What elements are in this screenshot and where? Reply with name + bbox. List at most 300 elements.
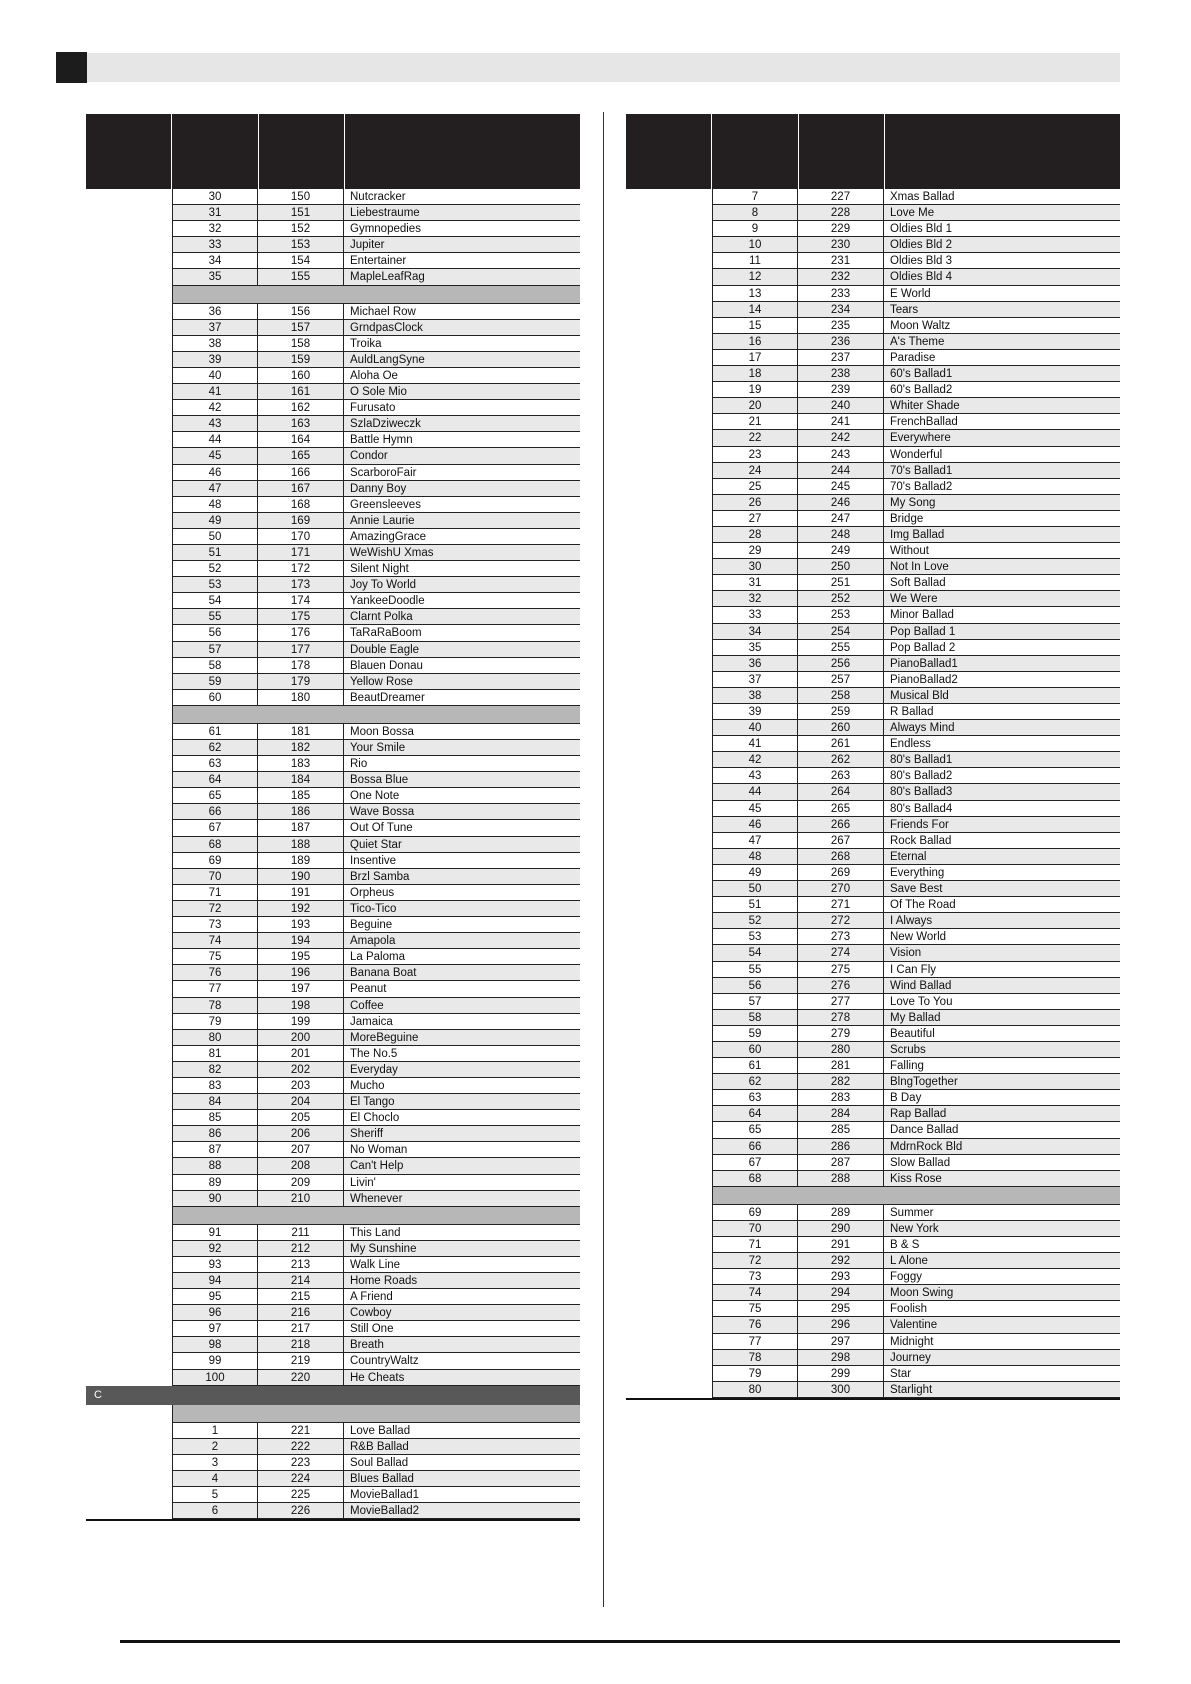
overall-number: 225 [258, 1487, 344, 1502]
tone-number: 56 [172, 625, 258, 640]
rhythm-name: GrndpasClock [350, 321, 423, 334]
table-row [172, 756, 580, 772]
table-row [172, 642, 580, 658]
table-row [172, 1439, 580, 1455]
tone-number: 11 [712, 253, 798, 268]
rhythm-name: Jupiter [350, 239, 385, 252]
tone-number: 39 [712, 704, 798, 719]
table-row [712, 1269, 1120, 1285]
overall-number: 191 [258, 885, 344, 900]
rhythm-table-right [626, 114, 1120, 1400]
rhythm-name: E World [890, 287, 931, 300]
rhythm-name: Save Best [890, 883, 943, 896]
tone-number: 34 [712, 624, 798, 639]
tone-number: 12 [712, 269, 798, 284]
overall-number: 250 [798, 559, 884, 574]
table-row [712, 269, 1120, 285]
rhythm-name: Aloha Oe [350, 369, 398, 382]
tone-number: 61 [712, 1058, 798, 1073]
overall-number: 174 [258, 593, 344, 608]
tone-number: 72 [712, 1253, 798, 1268]
tone-number: 91 [172, 1225, 258, 1240]
overall-number: 152 [258, 221, 344, 236]
table-row [712, 1237, 1120, 1253]
table-row [712, 559, 1120, 575]
header-cell-overall-number [798, 114, 884, 189]
rhythm-name: MapleLeafRag [350, 271, 425, 284]
rhythm-name: 80's Ballad4 [890, 802, 953, 815]
tone-number: 59 [172, 674, 258, 689]
rhythm-name: Img Ballad [890, 528, 945, 541]
rhythm-name: Home Roads [350, 1275, 418, 1287]
tone-number: 57 [172, 642, 258, 657]
rhythm-name: Bossa Blue [350, 774, 409, 787]
table-row [172, 1321, 580, 1337]
tone-number: 44 [712, 784, 798, 799]
overall-number: 230 [798, 237, 884, 252]
table-row [712, 1058, 1120, 1074]
table-row [172, 561, 580, 577]
tone-number: 71 [712, 1237, 798, 1252]
table-row [712, 656, 1120, 672]
rhythm-name: Starlight [890, 1383, 933, 1396]
table-row [712, 994, 1120, 1010]
tone-number: 57 [712, 994, 798, 1009]
overall-number: 197 [258, 981, 344, 996]
overall-number: 279 [798, 1026, 884, 1041]
tone-number: 72 [172, 901, 258, 916]
tone-number: 90 [172, 1191, 258, 1206]
rhythm-name: My Ballad [890, 1011, 941, 1024]
rhythm-name: Of The Road [890, 899, 956, 912]
rhythm-name: Annie Laurie [350, 514, 415, 527]
rhythm-name: Tears [890, 303, 919, 316]
rhythm-name: Soul Ballad [350, 1456, 409, 1469]
tone-number: 21 [712, 414, 798, 429]
table-row [172, 465, 580, 481]
overall-number: 233 [798, 286, 884, 301]
table-row [712, 929, 1120, 945]
rhythm-name: Oldies Bld 1 [890, 223, 953, 236]
tone-number: 30 [172, 189, 258, 204]
rhythm-name: Double Eagle [350, 643, 420, 656]
rhythm-name: Troika [350, 337, 382, 350]
table-row [712, 881, 1120, 897]
table-row [712, 463, 1120, 479]
table-row [172, 1353, 580, 1369]
table-row [172, 820, 580, 836]
tone-number: 97 [172, 1321, 258, 1336]
tone-number: 41 [712, 736, 798, 751]
overall-number: 285 [798, 1122, 884, 1137]
table-row [172, 1110, 580, 1126]
tone-number: 89 [172, 1175, 258, 1190]
tone-number: 22 [712, 430, 798, 445]
rhythm-name: Love Me [890, 207, 935, 220]
tone-number: 52 [172, 561, 258, 576]
overall-number: 286 [798, 1139, 884, 1154]
page-header-bar [87, 53, 1120, 82]
rhythm-name: Friends For [890, 818, 949, 831]
overall-number: 273 [798, 929, 884, 944]
table-row [172, 1014, 580, 1030]
tone-number: 78 [172, 998, 258, 1013]
table-row [172, 1273, 580, 1289]
tone-number: 50 [712, 881, 798, 896]
table-row [712, 1106, 1120, 1122]
overall-number: 294 [798, 1285, 884, 1300]
overall-number: 299 [798, 1366, 884, 1381]
overall-number: 256 [798, 656, 884, 671]
overall-number: 265 [798, 801, 884, 816]
section-marker [56, 52, 87, 83]
overall-number: 238 [798, 366, 884, 381]
overall-number: 176 [258, 625, 344, 640]
rhythm-name: Musical Bld [890, 689, 949, 702]
tone-number: 98 [172, 1337, 258, 1352]
table-row [172, 1471, 580, 1487]
tone-number: 100 [172, 1370, 258, 1385]
rhythm-name: Foggy [890, 1271, 922, 1284]
table-row [172, 869, 580, 885]
table-row [712, 527, 1120, 543]
rhythm-name: SzlaDziweczk [350, 418, 421, 431]
rhythm-name: Beautiful [890, 1027, 935, 1040]
rhythm-name: Condor [350, 450, 388, 463]
rhythm-name: PianoBallad1 [890, 657, 958, 670]
tone-number: 95 [172, 1289, 258, 1304]
tone-number: 84 [172, 1094, 258, 1109]
overall-number: 297 [798, 1334, 884, 1349]
overall-number: 237 [798, 350, 884, 365]
table-row [712, 1221, 1120, 1237]
table-row [712, 430, 1120, 446]
overall-number: 298 [798, 1350, 884, 1365]
overall-number: 217 [258, 1321, 344, 1336]
table-row [712, 350, 1120, 366]
table-row [172, 1094, 580, 1110]
overall-number: 213 [258, 1257, 344, 1272]
table-row [712, 205, 1120, 221]
overall-number: 274 [798, 945, 884, 960]
tone-number: 60 [712, 1042, 798, 1057]
tone-number: 44 [172, 432, 258, 447]
overall-number: 300 [798, 1382, 884, 1397]
tone-number: 33 [172, 237, 258, 252]
overall-number: 254 [798, 624, 884, 639]
table-row [172, 545, 580, 561]
overall-number: 223 [258, 1455, 344, 1470]
table-row [172, 416, 580, 432]
header-cell-category [626, 114, 711, 189]
overall-number: 200 [258, 1030, 344, 1045]
tone-number: 6 [172, 1503, 258, 1518]
tone-number: 66 [712, 1139, 798, 1154]
overall-number: 163 [258, 416, 344, 431]
tone-number: 3 [172, 1455, 258, 1470]
table-row [712, 1350, 1120, 1366]
rhythm-name: Clarnt Polka [350, 611, 413, 624]
table-row [172, 1030, 580, 1046]
overall-number: 160 [258, 368, 344, 383]
rhythm-name: Gymnopedies [350, 223, 421, 236]
table-row [172, 1305, 580, 1321]
overall-number: 218 [258, 1337, 344, 1352]
tone-number: 58 [172, 658, 258, 673]
table-row [172, 1487, 580, 1503]
table-row [712, 318, 1120, 334]
overall-number: 235 [798, 318, 884, 333]
table-header [86, 114, 580, 189]
tone-number: 62 [712, 1074, 798, 1089]
rhythm-name: 60's Ballad1 [890, 368, 953, 381]
overall-number: 193 [258, 917, 344, 932]
overall-number: 159 [258, 352, 344, 367]
tone-number: 77 [172, 981, 258, 996]
rhythm-name: Minor Ballad [890, 609, 954, 622]
overall-number: 161 [258, 384, 344, 399]
rhythm-name: El Tango [350, 1096, 395, 1109]
table-row [172, 269, 580, 285]
tone-number: 32 [712, 591, 798, 606]
overall-number: 203 [258, 1078, 344, 1093]
table-row [172, 577, 580, 593]
overall-number: 214 [258, 1273, 344, 1288]
rhythm-name: New York [890, 1222, 939, 1235]
tone-number: 27 [712, 511, 798, 526]
tone-number: 13 [712, 286, 798, 301]
overall-number: 296 [798, 1317, 884, 1332]
table-row [712, 334, 1120, 350]
tone-number: 32 [172, 221, 258, 236]
tone-number: 73 [172, 917, 258, 932]
table-row [172, 432, 580, 448]
tone-number: 4 [172, 1471, 258, 1486]
overall-number: 276 [798, 978, 884, 993]
tone-number: 28 [712, 527, 798, 542]
overall-number: 188 [258, 837, 344, 852]
group-divider [172, 1405, 580, 1423]
table-row [172, 497, 580, 513]
rhythm-name: The No.5 [350, 1047, 398, 1060]
table-row [712, 495, 1120, 511]
overall-number: 243 [798, 447, 884, 462]
overall-number: 282 [798, 1074, 884, 1089]
tone-number: 34 [172, 253, 258, 268]
rhythm-name: Falling [890, 1060, 924, 1073]
rhythm-name: FrenchBallad [890, 416, 958, 429]
rhythm-name: My Sunshine [350, 1242, 417, 1255]
overall-number: 184 [258, 772, 344, 787]
rhythm-name: Oldies Bld 2 [890, 239, 953, 252]
rhythm-name: MovieBallad2 [350, 1505, 420, 1518]
overall-number: 248 [798, 527, 884, 542]
table-row [712, 945, 1120, 961]
rhythm-name: MoreBeguine [350, 1031, 419, 1044]
table-row [172, 1191, 580, 1207]
tone-number: 25 [712, 479, 798, 494]
tone-number: 53 [172, 577, 258, 592]
rhythm-name: Without [890, 545, 929, 558]
tone-number: 38 [712, 688, 798, 703]
rhythm-name: R Ballad [890, 706, 934, 718]
overall-number: 175 [258, 609, 344, 624]
tone-number: 60 [172, 690, 258, 705]
table-row [172, 917, 580, 933]
tone-number: 47 [712, 833, 798, 848]
tone-number: 61 [172, 724, 258, 739]
overall-number: 226 [258, 1503, 344, 1518]
tone-number: 40 [712, 720, 798, 735]
overall-number: 260 [798, 720, 884, 735]
rhythm-name: Blauen Donau [350, 659, 423, 672]
rhythm-name: Liebestraume [350, 207, 420, 220]
rhythm-name: Quiet Star [350, 838, 402, 851]
header-cell-name [344, 114, 580, 189]
rhythm-table-left [86, 114, 580, 1521]
rhythm-name: MovieBallad1 [350, 1489, 420, 1502]
rhythm-name: Whenever [350, 1192, 403, 1205]
table-row [712, 672, 1120, 688]
overall-number: 157 [258, 320, 344, 335]
tone-number: 69 [172, 853, 258, 868]
overall-number: 219 [258, 1353, 344, 1368]
header-cell-number [171, 114, 257, 189]
overall-number: 202 [258, 1062, 344, 1077]
tone-number: 78 [712, 1350, 798, 1365]
table-row [172, 949, 580, 965]
overall-number: 249 [798, 543, 884, 558]
table-row [712, 784, 1120, 800]
table-row [712, 414, 1120, 430]
group-divider [712, 1187, 1120, 1205]
rhythm-name: Nutcracker [350, 191, 406, 203]
tone-number: 56 [712, 978, 798, 993]
tone-number: 15 [712, 318, 798, 333]
overall-number: 283 [798, 1090, 884, 1105]
rhythm-name: Tico-Tico [350, 902, 397, 915]
overall-number: 234 [798, 302, 884, 317]
overall-number: 241 [798, 414, 884, 429]
tone-number: 35 [712, 640, 798, 655]
overall-number: 195 [258, 949, 344, 964]
table-row [172, 481, 580, 497]
overall-number: 281 [798, 1058, 884, 1073]
table-row [172, 1062, 580, 1078]
rhythm-name: A's Theme [890, 335, 945, 348]
table-row [712, 382, 1120, 398]
tone-number: 46 [172, 465, 258, 480]
overall-number: 267 [798, 833, 884, 848]
overall-number: 257 [798, 672, 884, 687]
rhythm-name: Banana Boat [350, 967, 417, 980]
tone-number: 64 [172, 772, 258, 787]
tone-number: 30 [712, 559, 798, 574]
table-row [712, 1253, 1120, 1269]
rhythm-name: Out Of Tune [350, 822, 413, 835]
table-row [712, 1155, 1120, 1171]
group-divider [172, 286, 580, 304]
rhythm-name: 80's Ballad2 [890, 770, 953, 783]
tone-number: 51 [712, 897, 798, 912]
tone-number: 41 [172, 384, 258, 399]
tone-number: 63 [712, 1090, 798, 1105]
rhythm-name: Wonderful [890, 448, 943, 461]
table-row [172, 998, 580, 1014]
table-row [712, 1317, 1120, 1333]
rhythm-name: Oldies Bld 4 [890, 271, 953, 284]
table-row [172, 237, 580, 253]
overall-number: 185 [258, 788, 344, 803]
overall-number: 215 [258, 1289, 344, 1304]
overall-number: 266 [798, 817, 884, 832]
table-row [172, 933, 580, 949]
table-row [172, 609, 580, 625]
rhythm-name: Whiter Shade [890, 400, 960, 413]
table-row [712, 1366, 1120, 1382]
overall-number: 270 [798, 881, 884, 896]
rhythm-name: Livin' [350, 1176, 376, 1189]
tone-number: 76 [712, 1317, 798, 1332]
overall-number: 205 [258, 1110, 344, 1125]
tone-number: 9 [712, 221, 798, 236]
overall-number: 264 [798, 784, 884, 799]
table-row [712, 624, 1120, 640]
table-row [172, 400, 580, 416]
rhythm-name: R&B Ballad [350, 1440, 409, 1453]
table-row [172, 690, 580, 706]
tone-number: 39 [172, 352, 258, 367]
table-row [712, 398, 1120, 414]
overall-number: 209 [258, 1175, 344, 1190]
table-row [172, 658, 580, 674]
rhythm-name: Vision [890, 947, 922, 960]
header-cell-name [884, 114, 1120, 189]
header-cell-overall-number [258, 114, 344, 189]
rhythm-name: Insentive [350, 854, 397, 867]
tone-number: 43 [712, 768, 798, 783]
rhythm-name: CountryWaltz [350, 1355, 419, 1368]
table-row [712, 1139, 1120, 1155]
overall-number: 211 [258, 1225, 344, 1240]
overall-number: 231 [798, 253, 884, 268]
tone-number: 63 [172, 756, 258, 771]
overall-number: 268 [798, 849, 884, 864]
rhythm-name: Coffee [350, 999, 384, 1012]
group-divider [172, 1207, 580, 1225]
rhythm-name: Love To You [890, 995, 953, 1008]
tone-number: 42 [172, 400, 258, 415]
rhythm-name: Your Smile [350, 742, 406, 754]
table-row [172, 740, 580, 756]
rhythm-name: Silent Night [350, 563, 409, 576]
tone-number: 55 [172, 609, 258, 624]
tone-number: 18 [712, 366, 798, 381]
rhythm-name: B Day [890, 1092, 922, 1105]
overall-number: 275 [798, 962, 884, 977]
table-row [712, 1334, 1120, 1350]
tone-number: 33 [712, 607, 798, 622]
overall-number: 166 [258, 465, 344, 480]
table-row [712, 189, 1120, 205]
rhythm-name: Rock Ballad [890, 834, 952, 847]
overall-number: 228 [798, 205, 884, 220]
table-row [712, 543, 1120, 559]
overall-number: 227 [798, 189, 884, 204]
table-row [712, 1042, 1120, 1058]
tone-number: 17 [712, 350, 798, 365]
tone-number: 79 [172, 1014, 258, 1029]
